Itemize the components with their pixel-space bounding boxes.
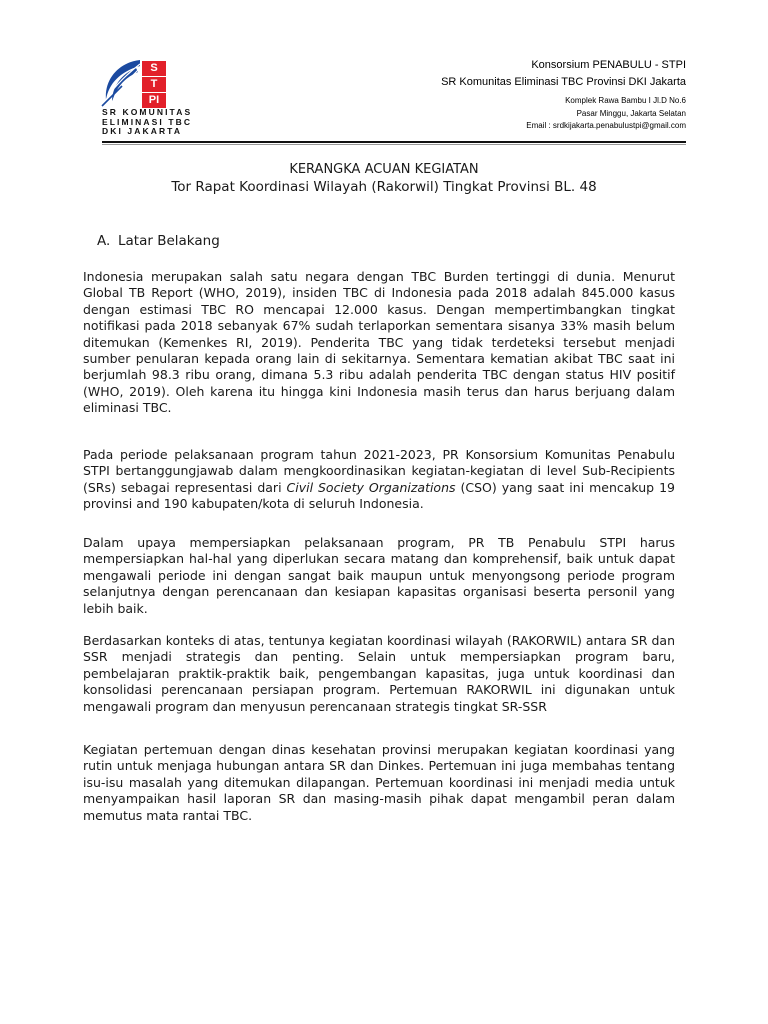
paragraph-2-text-b: (CSO) yang saat ini mencakup 19 provinsi and 190 kabupaten/kota di seluruh Indonesia. (83, 479, 675, 512)
organization-name: Konsorsium PENABULU - STPI (531, 59, 686, 71)
organization-logo (100, 56, 210, 136)
logo-letter-i: I (156, 94, 160, 106)
logo-letters-p-i (142, 93, 166, 108)
logo-letter-s: S (142, 61, 166, 76)
section-title: Latar Belakang (118, 233, 220, 249)
paragraph-1: Indonesia merupakan salah satu negara dengan TBC Burden tertinggi di dunia. Menurut Global TB Report (WHO, 2019), insiden TBC di Indonesia pada 2018 adalah 845.000 kasus dengan estimasi TBC RO mencapai 12.000 kasus. Dengan mempertimbangkan tingkat notifikasi pada 2018 sebanyak 67% sudah terlaporkan sementara sisanya 33% masih belum ditemukan (Kemenkes RI, 2019). Penderita TBC yang tidak terdeteksi tersebut menjadi sumber penularan kepada orang lain di sekitarnya. Sementara kematian akibat TBC saat ini berjumlah 98.3 ribu orang, dimana 5.3 ribu adalah penderita TBC dengan status HIV positif (WHO, 2019). Oleh karena itu hingga kini Indonesia masih terus dan harus berjuang dalam eliminasi TBC. (83, 269, 675, 416)
section-heading (97, 232, 220, 250)
paragraph-3: Dalam upaya mempersiapkan pelaksanaan program, PR TB Penabulu STPI harus mempersiapkan hal-hal yang diperlukan secara matang dan komprehensif, baik untuk dapat mengawali periode ini dengan sangat baik maupun untuk menyongsong periode program selanjutnya dengan perencanaan dan kesiapan kapasitas organisasi beserta personil yang lebih baik. (83, 535, 675, 616)
organization-program: SR Komunitas Eliminasi TBC Provinsi DKI Jakarta (441, 76, 686, 88)
paragraph-4: Berdasarkan konteks di atas, tentunya kegiatan koordinasi wilayah (RAKORWIL) antara SR dan SSR menjadi strategis dan penting. Selain untuk mempersiapkan program baru, pembelajaran praktik-praktik baik, pengembangan kapasitas, juga untuk koordinasi dan konsolidasi perencanaan persiapan program. Pertemuan RAKORWIL ini digunakan untuk mengawali program dan menyusun perencanaan strategis tingkat SR-SSR (83, 633, 675, 714)
paragraph-2 (83, 447, 675, 513)
logo-caption-line-3: DKI JAKARTA (102, 126, 183, 136)
address-line-2: Pasar Minggu, Jakarta Selatan (576, 108, 686, 118)
document-subtitle: Tor Rapat Koordinasi Wilayah (Rakorwil) Tingkat Provinsi BL. 48 (171, 179, 597, 195)
header-divider (102, 141, 686, 143)
logo-caption-line-1: SR KOMUNITAS (102, 107, 193, 117)
email-line: Email : srdkijakarta.penabulustpi@gmail.com (526, 121, 686, 130)
logo-caption-line-2: ELIMINASI TBC (102, 116, 193, 127)
section-number: A. (97, 233, 111, 249)
paragraph-5: Kegiatan pertemuan dengan dinas kesehatan provinsi merupakan kegiatan koordinasi yang rutin untuk menjaga hubungan antara SR dan Dinkes. Pertemuan ini juga membahas tentang isu-isu masalah yang ditemukan dilapangan. Pertemuan koordinasi ini menjadi media untuk menyampaikan hasil laporan SR dan masing-masih pihak dapat mengambil peran dalam memutus mata rantai TBC. (83, 742, 675, 823)
paragraph-2-text-a: Pada periode pelaksanaan program tahun 2021-2023, PR Konsorsium Komunitas Penabulu STPI bertanggungjawab dalam mengkoordinasikan kegiatan-kegiatan di level Sub-Recipients (SRs) sebagai representasi dari (83, 447, 675, 495)
document-title: KERANGKA ACUAN KEGIATAN (289, 162, 479, 177)
address-line-1: Komplek Rawa Bambu I Jl.D No.6 (565, 96, 686, 105)
organization-info (441, 57, 686, 91)
logo-letter-p: P (148, 94, 157, 106)
paragraph-2-italic-term: Civil Society Organizations (286, 479, 456, 495)
logo-letter-t: T (142, 77, 166, 92)
header-divider-shadow (102, 144, 686, 145)
organization-address (526, 95, 686, 133)
logo-caption (102, 108, 212, 137)
